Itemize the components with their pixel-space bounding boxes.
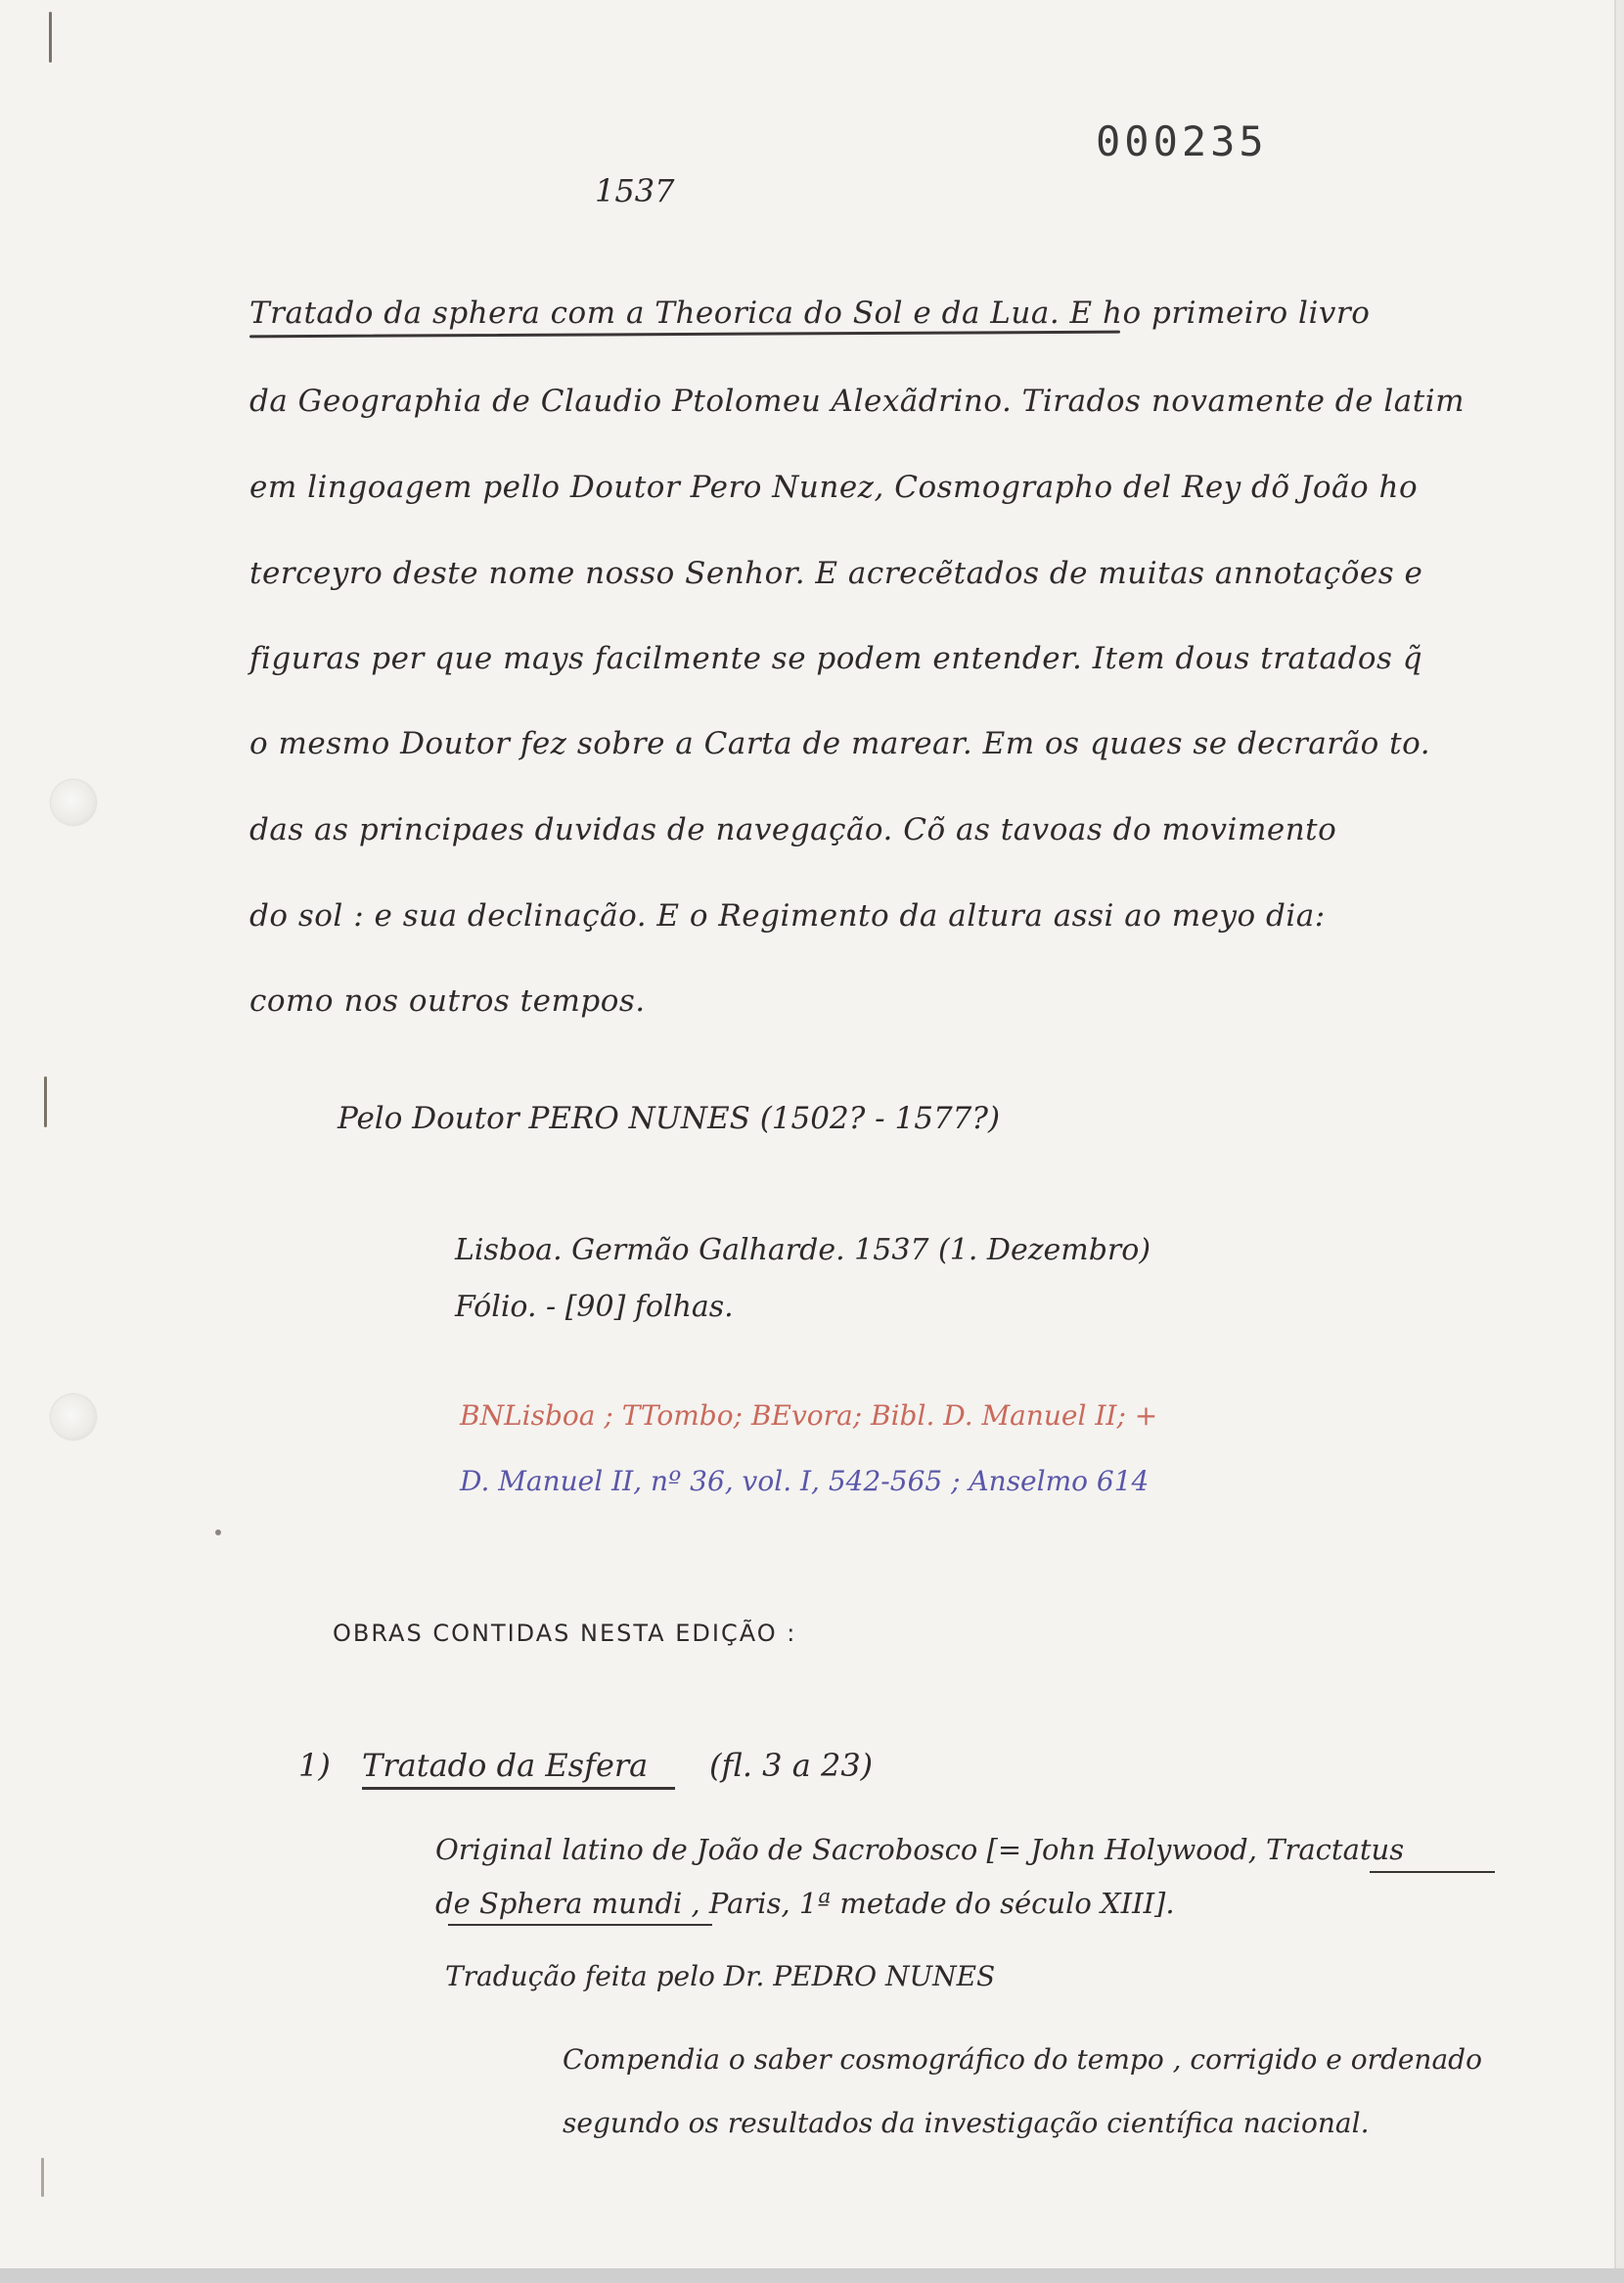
- work-comment-line: segundo os resultados da investigação científica nacional.: [563, 2107, 1370, 2139]
- work-title-underline: [362, 1787, 675, 1790]
- edge-mark-top: [49, 12, 52, 63]
- sphera-mundi-underline: [448, 1924, 712, 1926]
- holdings-line: BNLisboa ; TTombo; BEvora; Bibl. D. Manuel II; +: [460, 1399, 1158, 1432]
- tractatus-underline: [1370, 1871, 1495, 1873]
- description-line: Tratado da sphera com a Theorica do Sol e da Lua. E ho primeiro livro: [249, 296, 1371, 331]
- year-heading: 1537: [595, 172, 675, 209]
- works-heading: OBRAS CONTIDAS NESTA EDIÇÃO :: [333, 1620, 797, 1647]
- work-original-line: de Sphera mundi , Paris, 1ª metade do século XIII].: [435, 1887, 1175, 1920]
- description-line: das as principaes duvidas de navegação. Cõ as tavoas do movimento: [249, 812, 1337, 847]
- edge-mark-middle: [44, 1076, 47, 1127]
- publication-format-line: Fólio. - [90] folhas.: [455, 1290, 734, 1324]
- work-translation-line: Tradução feita pelo Dr. PEDRO NUNES: [445, 1960, 996, 1992]
- scan-bottom-strip: [0, 2268, 1624, 2283]
- publication-place-line: Lisboa. Germão Galharde. 1537 (1. Dezembro): [455, 1233, 1151, 1267]
- work-comment-line: Compendia o saber cosmográfico do tempo , corrigido e ordenado: [563, 2043, 1482, 2076]
- author-line: Pelo Doutor PERO NUNES (1502? - 1577?): [338, 1101, 1001, 1136]
- description-line: terceyro deste nome nosso Senhor. E acrecẽtados de muitas annotações e: [249, 556, 1423, 591]
- description-line: o mesmo Doutor fez sobre a Carta de marear. Em os quaes se decrarão to.: [249, 726, 1431, 761]
- work-original-line: Original latino de João de Sacrobosco [= John Holywood, Tractatus: [435, 1833, 1405, 1866]
- description-line: figuras per que mays facilmente se podem entender. Item dous tratados q̃: [249, 641, 1423, 676]
- ink-dot: [215, 1530, 221, 1535]
- punch-hole-lower: [51, 1394, 96, 1439]
- description-line: do sol : e sua declinação. E o Regimento da altura assi ao meyo dia:: [249, 898, 1326, 934]
- work-title: Tratado da Esfera: [362, 1747, 649, 1784]
- punch-hole-upper: [51, 780, 96, 825]
- archive-number: 000235: [1096, 117, 1268, 165]
- description-line: como nos outros tempos.: [249, 983, 646, 1019]
- description-line: em lingoagem pello Doutor Pero Nunez, Cosmographo del Rey dõ João ho: [249, 470, 1419, 505]
- edge-mark-bottom: [41, 2158, 44, 2197]
- work-folio-range: (fl. 3 a 23): [709, 1747, 874, 1784]
- title-underline: [249, 331, 1120, 339]
- description-line: da Geographia de Claudio Ptolomeu Alexãdrino. Tirados novamente de latim: [249, 384, 1466, 419]
- references-line: D. Manuel II, nº 36, vol. I, 542-565 ; Anselmo 614: [460, 1465, 1150, 1497]
- work-number: 1): [298, 1747, 331, 1784]
